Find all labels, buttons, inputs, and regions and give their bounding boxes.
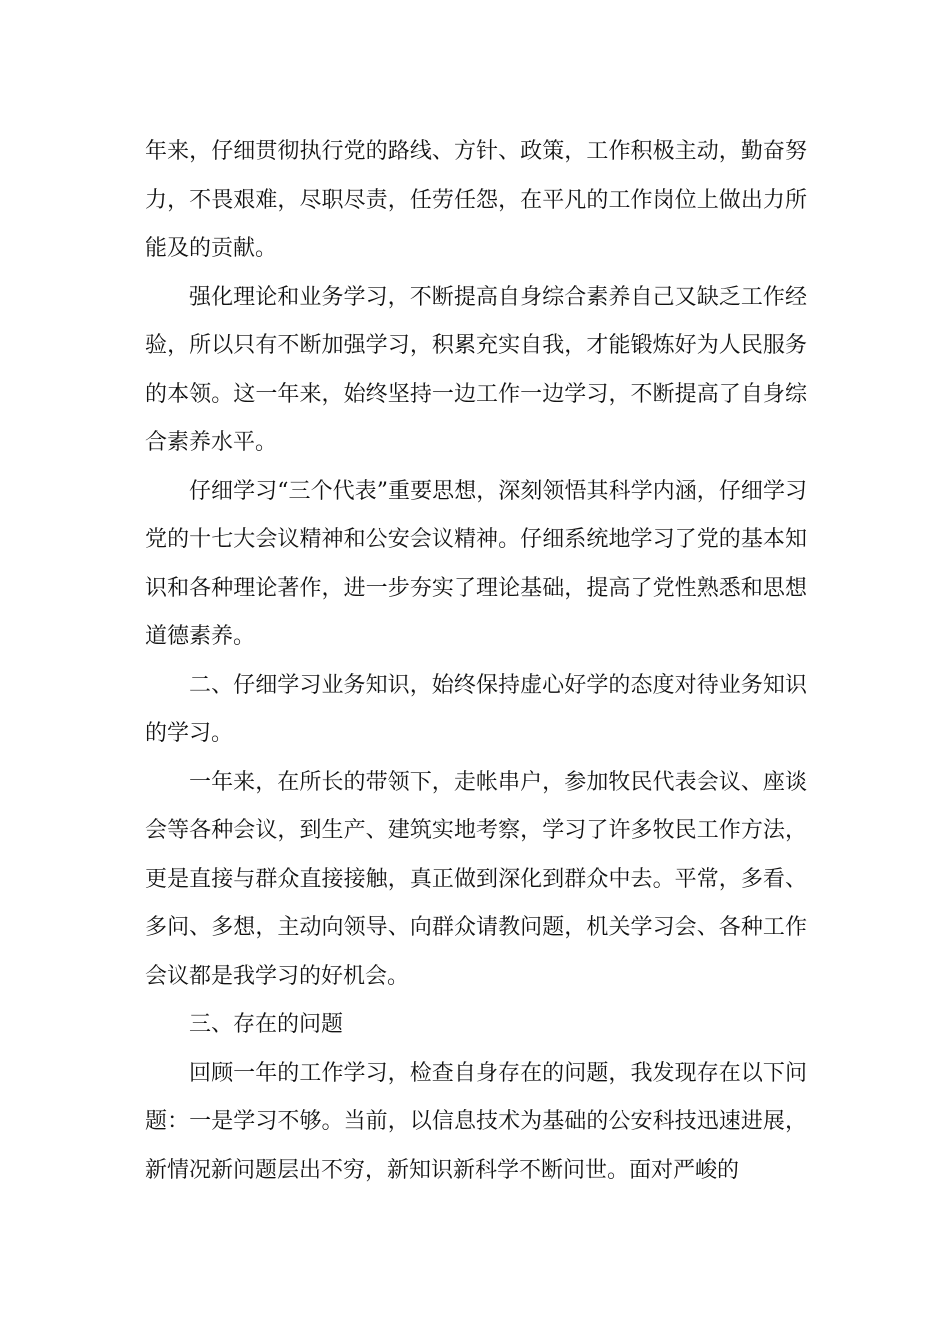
paragraph-5: 回顾一年的工作学习，检查自身存在的问题，我发现存在以下问题：一是学习不够。当前，以信息技术为基础的公安科技迅速进展，新情况新问题层出不穷，新知识新科学不断问世。面对严峻的 <box>145 1060 807 1183</box>
paragraph-2: 强化理论和业务学习，不断提高自身综合素养自己又缺乏工作经验，所以只有不断加强学习，积累充实自我，才能锻炼好为人民服务的本领。这一年来，始终坚持一边工作一边学习，不断提高了自身综合素养水平。 <box>145 284 807 455</box>
section-heading-3: 三、存在的问题 <box>189 1012 344 1037</box>
paragraph-1: 年来，仔细贯彻执行党的路线、方针、政策，工作积极主动，勤奋努力，不畏艰难，尽职尽责，任劳任怨，在平凡的工作岗位上做出力所能及的贡献。 <box>145 139 807 261</box>
paragraph-3: 仔细学习“三个代表”重要思想，深刻领悟其科学内涵，仔细学习党的十七大会议精神和公安会议精神。仔细系统地学习了党的基本知识和各种理论著作，进一步夯实了理论基础，提高了党性熟悉和思想道德素养。 <box>145 478 807 649</box>
section-heading-2: 二、仔细学习业务知识，始终保持虚心好学的态度对待业务知识的学习。 <box>145 672 807 746</box>
document-body <box>145 128 807 1195</box>
paragraph-4: 一年来，在所长的带领下，走帐串户，参加牧民代表会议、座谈会等各种会议，到生产、建筑实地考察，学习了许多牧民工作方法，更是直接与群众直接接触，真正做到深化到群众中去。平常，多看、多问、多想，主动向领导、向群众请教问题，机关学习会、各种工作会议都是我学习的好机会。 <box>145 769 807 989</box>
